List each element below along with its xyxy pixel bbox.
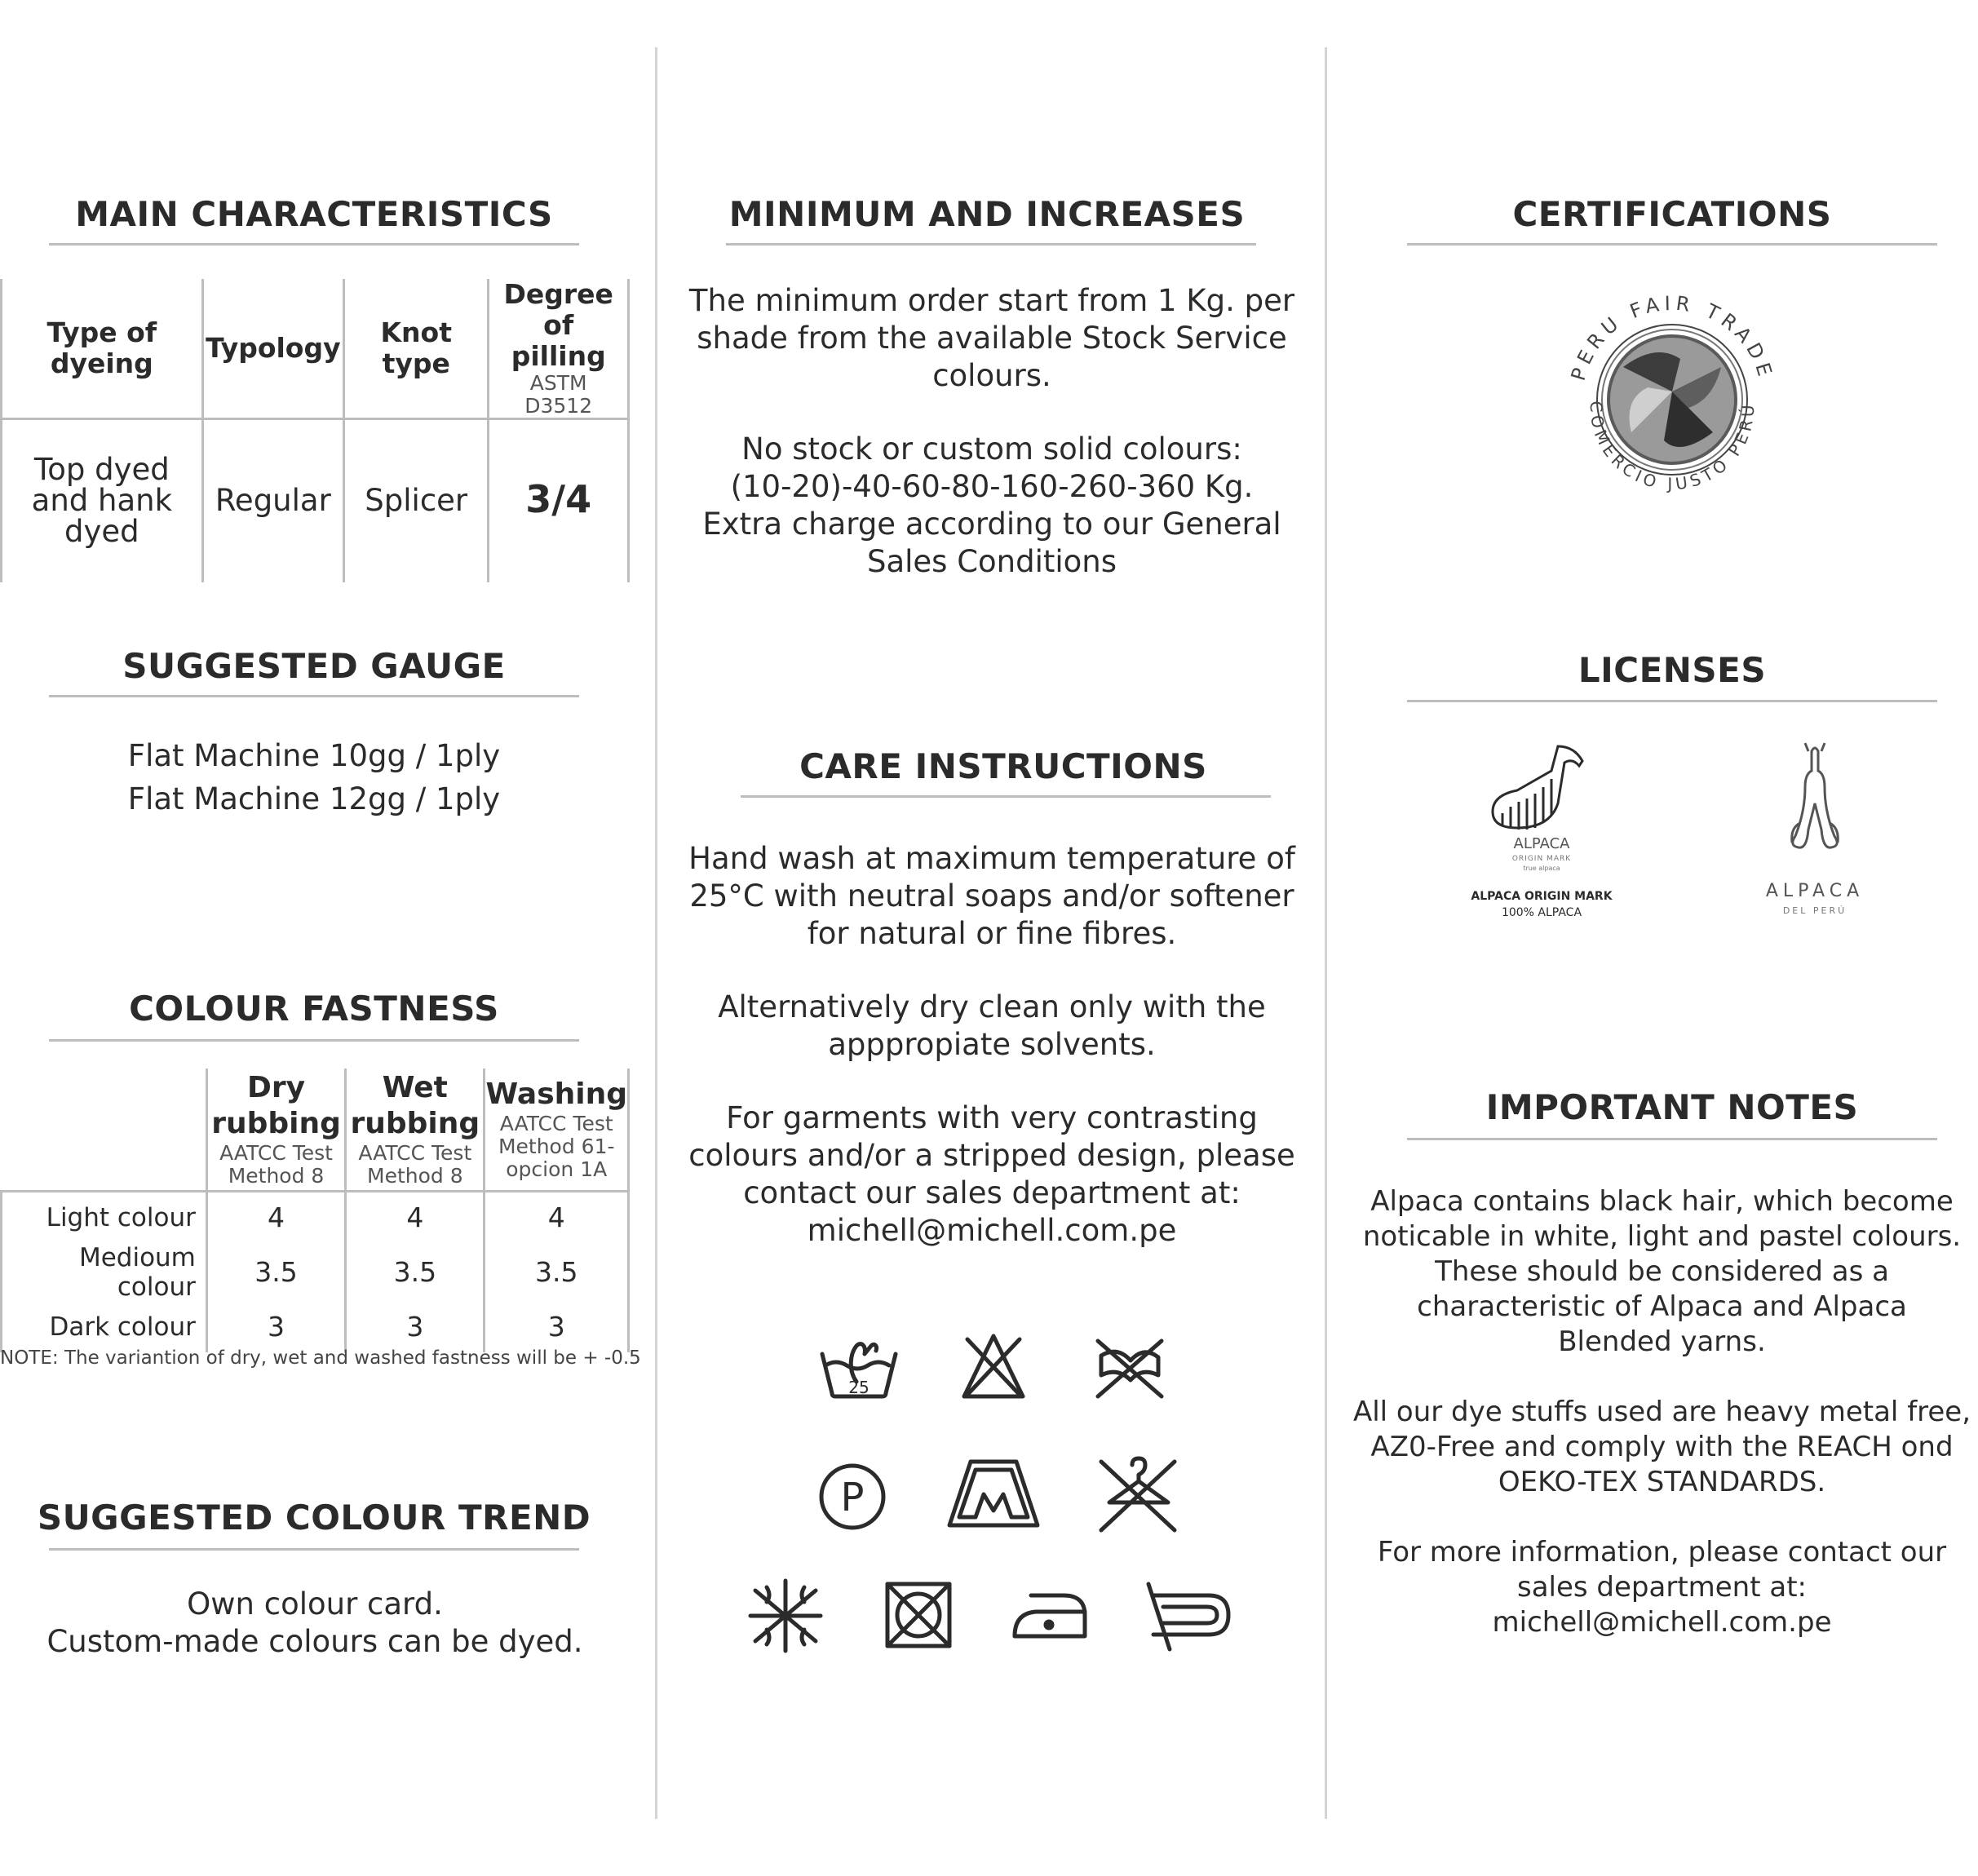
svg-text:ALPACA: ALPACA bbox=[1765, 881, 1865, 901]
fastness-note: NOTE: The variantion of dry, wet and washed fastness will be + -0.5 bbox=[0, 1347, 641, 1369]
no-hang-dry-icon bbox=[1101, 1458, 1175, 1530]
header-typology: Typology bbox=[202, 279, 343, 419]
main-characteristics-table bbox=[0, 279, 630, 582]
dark-dry: 3 bbox=[206, 1302, 345, 1352]
medium-washing: 3.5 bbox=[485, 1243, 629, 1302]
care-instructions-title: CARE INSTRUCTIONS bbox=[799, 746, 1207, 786]
suggested-colour-trend-rule bbox=[49, 1548, 579, 1551]
important-notes-title: IMPORTANT NOTES bbox=[1485, 1087, 1859, 1127]
care-symbols bbox=[734, 1321, 1256, 1664]
row-label-medium: Mediοum colour bbox=[2, 1243, 207, 1302]
header-knot-type: Knot type bbox=[344, 279, 489, 419]
licenses-rule bbox=[1407, 700, 1937, 702]
row-label-dark: Dark colour bbox=[2, 1302, 207, 1352]
no-bleach-icon bbox=[964, 1336, 1023, 1396]
trend-line-1: Own colour card. bbox=[187, 1586, 443, 1622]
certifications-rule bbox=[1407, 243, 1937, 246]
fair-trade-seal bbox=[1550, 277, 1794, 522]
fastness-row-medium bbox=[2, 1243, 629, 1302]
header-washing: Washing AATCC Test Method 61-opcion 1A bbox=[485, 1069, 629, 1191]
svg-text:COMERCIO JUSTO PERÚ: COMERCIO JUSTO PERÚ bbox=[1586, 400, 1759, 494]
gauge-line-1: Flat Machine 10gg / 1ply bbox=[127, 738, 501, 773]
svg-text:PERU FAIR TRADE: PERU FAIR TRADE bbox=[1566, 291, 1778, 383]
iron-low-icon bbox=[1015, 1595, 1085, 1636]
medium-wet: 3.5 bbox=[346, 1243, 485, 1302]
colour-fastness-rule bbox=[49, 1039, 579, 1042]
trend-line-2: Custom-made colours can be dyed. bbox=[46, 1624, 583, 1659]
column-divider-left bbox=[655, 47, 657, 1819]
suggested-gauge-title: SUGGESTED GAUGE bbox=[122, 646, 506, 686]
svg-text:ALPACA: ALPACA bbox=[1513, 835, 1570, 852]
dark-washing: 3 bbox=[485, 1302, 629, 1352]
value-type-of-dyeing: Top dyed and hank dyed bbox=[2, 419, 203, 582]
gauge-line-2: Flat Machine 12gg / 1ply bbox=[127, 781, 501, 816]
svg-text:P: P bbox=[840, 1475, 865, 1520]
light-dry: 4 bbox=[206, 1191, 345, 1243]
value-knot-type: Splicer bbox=[344, 419, 489, 582]
licenses-title: LICENSES bbox=[1578, 650, 1767, 690]
svg-text:100% ALPACA: 100% ALPACA bbox=[1501, 906, 1582, 919]
no-wring-icon bbox=[1098, 1341, 1162, 1396]
no-tumble-dry-icon bbox=[887, 1584, 949, 1646]
header-dry-rubbing: Dry rubbing AATCC Test Method 8 bbox=[206, 1069, 345, 1191]
dry-clean-p-icon bbox=[821, 1466, 883, 1528]
column-divider-right bbox=[1325, 47, 1327, 1819]
header-wet-rubbing: Wet rubbing AATCC Test Method 8 bbox=[346, 1069, 485, 1191]
certifications-title: CERTIFICATIONS bbox=[1512, 194, 1832, 234]
row-label-light: Light colour bbox=[2, 1191, 207, 1243]
medium-dry: 3.5 bbox=[206, 1243, 345, 1302]
important-notes-rule bbox=[1407, 1138, 1937, 1140]
light-washing: 4 bbox=[485, 1191, 629, 1243]
hand-wash-icon bbox=[822, 1344, 896, 1397]
header-type-of-dyeing: Type of dyeing bbox=[2, 279, 203, 419]
minimum-and-increases-title: MINIMUM AND INCREASES bbox=[728, 194, 1246, 234]
svg-text:25: 25 bbox=[848, 1378, 870, 1397]
svg-text:ORIGIN MARK: ORIGIN MARK bbox=[1511, 855, 1572, 863]
value-degree-of-pilling: 3/4 bbox=[489, 419, 629, 582]
suggested-gauge-rule bbox=[49, 695, 579, 697]
light-wet: 4 bbox=[346, 1191, 485, 1243]
main-characteristics-title: MAIN CHARACTERISTICS bbox=[75, 194, 553, 234]
svg-text:ALPACA ORIGIN MARK: ALPACA ORIGIN MARK bbox=[1471, 890, 1613, 903]
astm-label: ASTM D3512 bbox=[524, 371, 593, 418]
minimum-and-increases-rule bbox=[726, 243, 1256, 246]
care-instructions-rule bbox=[741, 795, 1271, 798]
dry-flat-icon bbox=[949, 1462, 1038, 1525]
svg-text:true alpaca: true alpaca bbox=[1523, 865, 1560, 872]
svg-text:DEL PERÚ: DEL PERÚ bbox=[1782, 905, 1847, 916]
no-steam-icon bbox=[750, 1581, 821, 1651]
suggested-colour-trend-title: SUGGESTED COLOUR TREND bbox=[37, 1498, 591, 1538]
colour-fastness-title: COLOUR FASTNESS bbox=[129, 989, 499, 1029]
alpaca-origin-mark-logo bbox=[1460, 738, 1623, 926]
fastness-row-dark bbox=[2, 1302, 629, 1352]
fastness-corner bbox=[2, 1069, 207, 1191]
header-degree-of-pilling: Degree of pilling ASTM D3512 bbox=[489, 279, 629, 419]
fastness-row-light bbox=[2, 1191, 629, 1243]
main-characteristics-rule bbox=[49, 243, 579, 246]
alpaca-del-peru-logo bbox=[1733, 738, 1896, 926]
value-typology: Regular bbox=[202, 419, 343, 582]
colour-fastness-table bbox=[0, 1069, 630, 1352]
no-dry-clean-cuff-icon bbox=[1148, 1584, 1228, 1649]
dark-wet: 3 bbox=[346, 1302, 485, 1352]
